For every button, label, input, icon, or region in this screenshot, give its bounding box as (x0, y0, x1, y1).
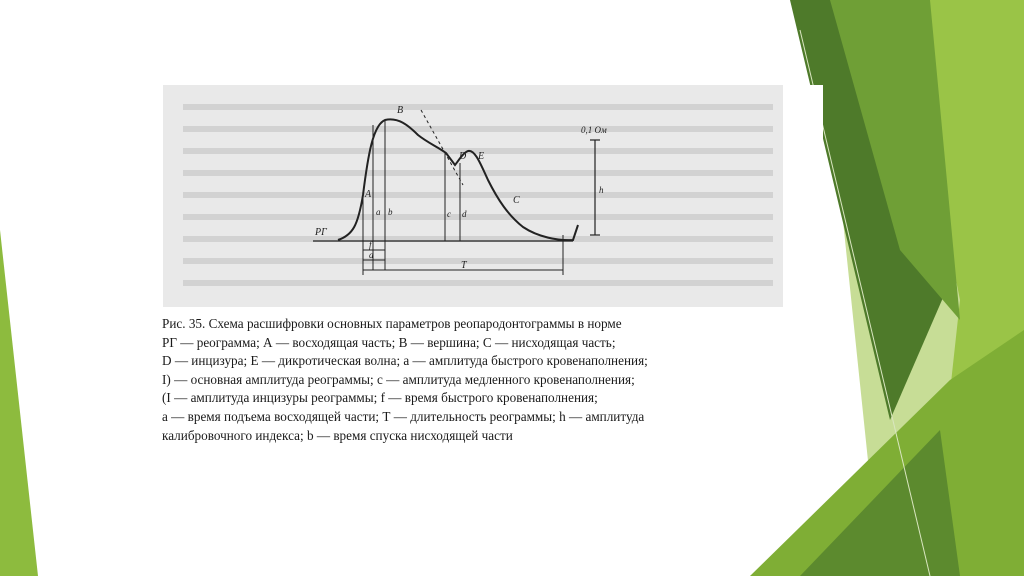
reogram-diagram (163, 85, 783, 307)
label-calibration: 0,1 Ом (581, 125, 607, 135)
caption-line: РГ — реограмма; А — восходящая часть; В — вершина; С — нисходящая часть; (162, 334, 616, 350)
label-time-a: a (369, 250, 374, 260)
label-incisura: D (459, 151, 467, 162)
label-amp-h: h (599, 185, 604, 195)
label-ascending: A (365, 189, 372, 200)
label-amp-c: c (447, 209, 451, 219)
caption-line: D — инцизура; Е — дикротическая волна; а — амплитуда быстрого кровенаполнения; (162, 353, 648, 369)
label-time-f: f (369, 240, 372, 250)
label-reogram: PГ (315, 227, 327, 238)
label-dicrotic: E (478, 151, 485, 162)
label-peak: B (397, 105, 404, 116)
figure-panel (160, 85, 823, 447)
label-amp-d: d (462, 209, 467, 219)
caption-line: I) — основная амплитуда реограммы; с — амплитуда медленного кровенаполнения; (162, 371, 635, 387)
caption-line: (I — амплитуда инцизуры реограммы; f — время быстрого кровенаполнения; (162, 390, 598, 406)
caption-line: а — время подъема восходящей части; Т — длительность реограммы; h — амплитуда (162, 408, 645, 424)
caption-line: калибровочного индекса; b — время спуска нисходящей части (162, 427, 513, 443)
figure-caption (162, 315, 802, 445)
left-green-triangle (0, 230, 38, 576)
caption-line: Рис. 35. Схема расшифровки основных параметров реопародонтограммы в норме (162, 316, 622, 331)
label-time-T: T (461, 260, 467, 271)
label-amp-a: a (376, 207, 381, 217)
label-descending: C (513, 195, 520, 206)
label-amp-b: b (388, 207, 393, 217)
